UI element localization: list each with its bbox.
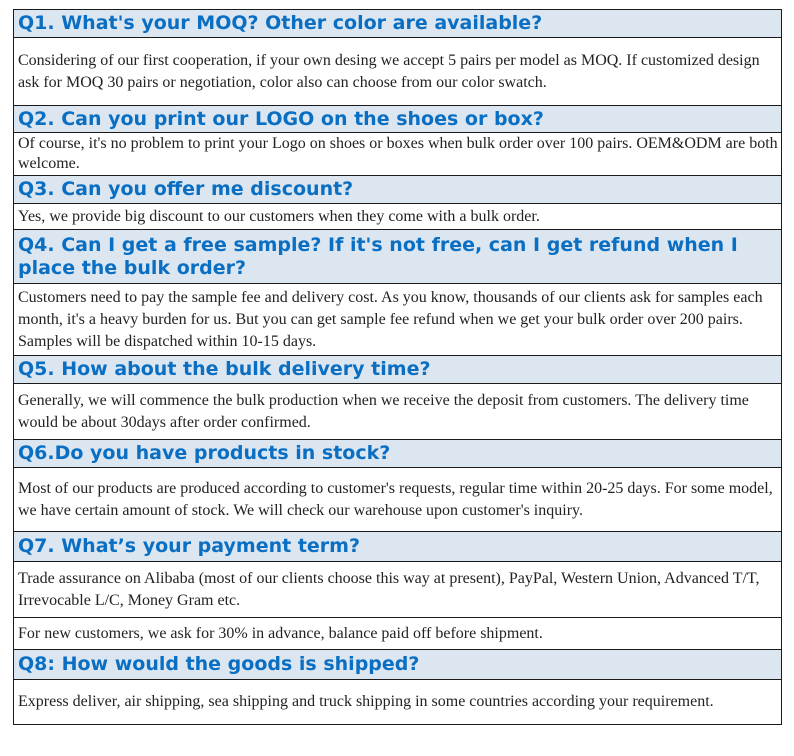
faq-question-row (14, 440, 782, 468)
faq-answer-row (14, 38, 782, 106)
faq-question-4: Q4. Can I get a free sample? If it's not free, can I get refund when I place the bulk order? (14, 230, 782, 284)
faq-question-8: Q8: How would the goods is shipped? (14, 650, 782, 680)
faq-question-row (14, 10, 782, 38)
faq-answer-row (14, 133, 782, 176)
faq-question-5: Q5. How about the bulk delivery time? (14, 356, 782, 384)
faq-question-2: Q2. Can you print our LOGO on the shoes or box? (14, 106, 782, 133)
faq-answer-row (14, 468, 782, 532)
faq-question-row (14, 532, 782, 562)
faq-answer-7a: Trade assurance on Alibaba (most of our clients choose this way at present), PayPal, Western Union, Advanced T/T, Irrevocable L/C, Money Gram etc. (14, 562, 782, 618)
faq-answer-1: Considering of our first cooperation, if your own desing we accept 5 pairs per model as MOQ. If customized design ask for MOQ 30 pairs or negotiation, color also can choose from our color swatch. (14, 38, 782, 106)
faq-question-7: Q7. What’s your payment term? (14, 532, 782, 562)
faq-answer-row (14, 384, 782, 440)
faq-question-6: Q6.Do you have products in stock? (14, 440, 782, 468)
faq-table (13, 9, 782, 725)
faq-answer-3: Yes, we provide big discount to our customers when they come with a bulk order. (14, 204, 782, 230)
faq-answer-row (14, 204, 782, 230)
faq-answer-8: Express deliver, air shipping, sea shipping and truck shipping in some countries according your requirement. (14, 680, 782, 725)
faq-question-row (14, 356, 782, 384)
faq-answer-row (14, 284, 782, 356)
faq-answer-6: Most of our products are produced according to customer's requests, regular time within 20-25 days. For some model, we have certain amount of stock. We will check our warehouse upon customer's inquiry. (14, 468, 782, 532)
faq-answer-7b: For new customers, we ask for 30% in advance, balance paid off before shipment. (14, 618, 782, 650)
faq-answer-row (14, 562, 782, 618)
faq-question-row (14, 230, 782, 284)
faq-answer-2: Of course, it's no problem to print your Logo on shoes or boxes when bulk order over 100 pairs. OEM&ODM are both welcome. (14, 133, 782, 176)
faq-question-row (14, 650, 782, 680)
faq-question-row (14, 176, 782, 204)
faq-question-1: Q1. What's your MOQ? Other color are available? (14, 10, 782, 38)
faq-answer-row (14, 680, 782, 725)
faq-answer-row (14, 618, 782, 650)
faq-answer-5: Generally, we will commence the bulk production when we receive the deposit from customers. The delivery time would be about 30days after order confirmed. (14, 384, 782, 440)
faq-question-row (14, 106, 782, 133)
faq-question-3: Q3. Can you offer me discount? (14, 176, 782, 204)
faq-answer-4: Customers need to pay the sample fee and delivery cost. As you know, thousands of our clients ask for samples each month, it's a heavy burden for us. But you can get sample fee refund when we get your bulk order over 200 pairs. Samples will be dispatched within 10-15 days. (14, 284, 782, 356)
